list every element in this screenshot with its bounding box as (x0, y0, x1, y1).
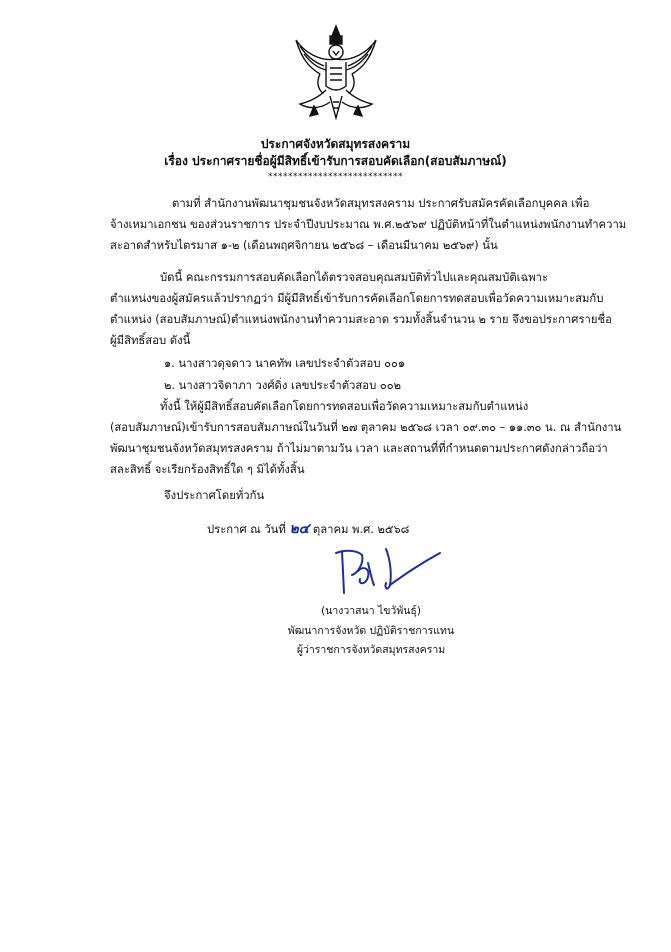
paragraph-line: ตำแหน่งของผู้สมัครแล้วปรากฏว่า มีผู้มีสิทธิ์เข้ารับการคัดเลือกโดยการทดสอบเพื่อวัดความเหมาะสมกับ (110, 292, 604, 305)
signatory-name: (นางวาสนา ไขวัพันธุ์) (321, 605, 421, 617)
paragraph-line: สละสิทธิ์ จะเรียกร้องสิทธิ์ใด ๆ มิได้ทั้งสิ้น (110, 463, 305, 476)
paragraph-line: พัฒนาชุมชนจังหวัดสมุทรสงคราม ถ้าไม่มาตามวัน เวลา และสถานที่ที่กำหนดตามประกาศดังกล่าวถือว่า (110, 442, 608, 455)
paragraph-line: ตำแหน่ง (สอบสัมภาษณ์)ตำแหน่งพนักงานทำความสะอาด รวมทั้งสิ้นจำนวน ๒ ราย จึงขอประกาศรายชื่อ (110, 313, 612, 326)
handwritten-day: ๒๔ (289, 521, 310, 537)
announcement-date (207, 518, 409, 540)
paragraph-line: บัดนี้ คณะกรรมการสอบคัดเลือกได้ตรวจสอบคุณสมบัติทั่วไปและคุณสมบัติเฉพาะ (160, 271, 549, 284)
signatory-position: ผู้ว่าราชการจังหวัดสมุทรสงคราม (296, 644, 446, 656)
paragraph-line: ผู้มีสิทธิ์สอบ ดังนี้ (110, 334, 191, 347)
paragraph-instructions (110, 396, 625, 480)
separator-line: *************************** (268, 172, 403, 182)
paragraph-line: ตามที่ สำนักงานพัฒนาชุมชนจังหวัดสมุทรสงคราม ประกาศรับสมัครคัดเลือกบุคคล เพื่อ (172, 197, 590, 210)
candidate-item: ๑. นางสาวดุจดาว นาคทัพ เลขประจำตัวสอบ ๐๐๑ (164, 357, 406, 370)
paragraph-result (110, 267, 625, 351)
paragraph-line: สะอาดสำหรับไตรมาส ๑-๒ (เดือนพฤศจิกายน ๒๕๖๘ – เดือนมีนาคม ๒๕๖๙) นั้น (110, 239, 498, 252)
candidate-item: ๒. นางสาวจิดาภา วงศ์ดิ่ง เลขประจำตัวสอบ ๐๐๒ (164, 379, 402, 392)
signatory-position: พัฒนาการจังหวัด ปฏิบัติราชการแทน (287, 625, 455, 637)
handwritten-signature (328, 545, 448, 597)
closing-statement: จึงประกาศโดยทั่วกัน (164, 489, 265, 502)
paragraph-background (110, 193, 625, 256)
garuda-emblem-icon (290, 22, 382, 122)
announcement-subject: เรื่อง ประกาศรายชื่อผู้มีสิทธิ์เข้ารับการสอบคัดเลือก(สอบสัมภาษณ์) (164, 154, 507, 168)
announcement-title: ประกาศจังหวัดสมุทรสงคราม (260, 137, 411, 151)
date-prefix: ประกาศ ณ วันที่ (207, 523, 286, 536)
date-suffix: ตุลาคม พ.ศ. ๒๕๖๘ (312, 523, 410, 536)
paragraph-line: จ้างเหมาเอกชน ของส่วนราชการ ประจำปีงบประมาณ พ.ศ.๒๕๖๙ ปฏิบัติหน้าที่ในตำแหน่งพนักงานทำความ (110, 218, 627, 231)
paragraph-line: (สอบสัมภาษณ์)เข้ารับการสอบสัมภาษณ์ในวันที่ ๒๗ ตุลาคม ๒๕๖๘ เวลา ๐๙.๓๐ – ๑๑.๓๐ น. ณ สำนักงาน (110, 421, 622, 434)
paragraph-line: ทั้งนี้ ให้ผู้มีสิทธิ์สอบคัดเลือกโดยการทดสอบเพื่อวัดความเหมาะสมกับตำแหน่ง (160, 400, 529, 413)
